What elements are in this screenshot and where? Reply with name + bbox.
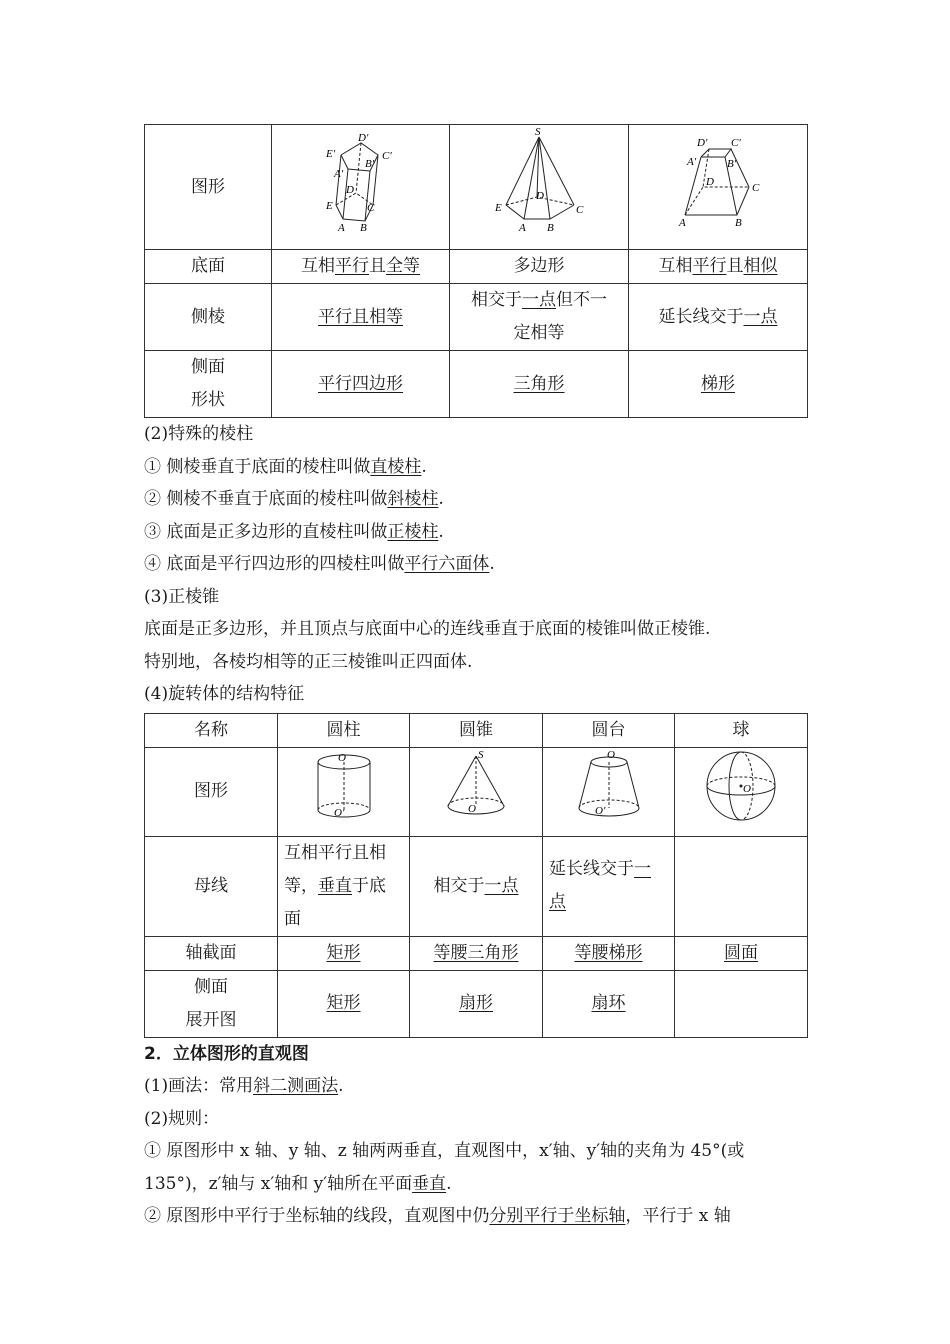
pyramid-edge: 相交于一点但不一 定相等	[450, 284, 629, 351]
truncated-cone-diagram	[571, 748, 647, 824]
pyramid-label: A	[519, 222, 526, 234]
frustum-base: 互相平行且相似	[629, 250, 808, 284]
sec3-line: 底面是正多边形，并且顶点与底面中心的连线垂直于底面的棱锥叫做正棱锥.	[144, 619, 711, 639]
page-content	[144, 124, 807, 1233]
cone-generatrix: 相交于一点	[410, 836, 543, 936]
sec2-item: ① 侧棱垂直于底面的棱柱叫做直棱柱.	[144, 456, 427, 477]
frustum-label: B′	[727, 158, 737, 170]
prism-label: A	[337, 222, 345, 234]
sphere-label: O	[743, 782, 751, 795]
sec5-rule1-line1: ① 原图形中 x 轴、y 轴、z 轴两两垂直，直观图中，x′轴、y′轴的夹角为 45°(或	[144, 1141, 745, 1161]
prism-label: D′	[357, 132, 368, 144]
pyramid-label: D	[536, 190, 544, 202]
sphere-diagram	[703, 748, 779, 824]
sec5-p2: (2)规则：	[144, 1108, 220, 1129]
prism-figure	[272, 125, 450, 250]
prism-label: B	[359, 222, 367, 234]
base-row	[145, 250, 808, 284]
prism-label: E	[325, 200, 333, 212]
sec3-line: 特别地，各棱均相等的正三棱锥叫正四面体.	[144, 651, 473, 672]
row-label-edge: 侧棱	[145, 284, 272, 351]
sec5-rule1-line2: 135°)，z′轴与 x′轴和 y′轴所在平面垂直.	[144, 1173, 452, 1194]
pyramid-figure	[450, 125, 629, 250]
cylinder-label: O	[337, 751, 346, 764]
frustum-label: D′	[697, 137, 708, 149]
cone-label: O	[468, 802, 476, 815]
pyramid-label: S	[535, 126, 541, 138]
frustum-figure	[543, 747, 675, 836]
frustum-face: 梯形	[629, 351, 808, 418]
sphere-axial: 圆面	[675, 936, 808, 970]
pyramid-base: 多边形	[450, 250, 629, 284]
sec2-title: (2)特殊的棱柱	[144, 424, 254, 444]
cylinder-generatrix: 互相平行且相 等，垂直于底 面	[278, 836, 410, 936]
header-cell: 名称	[145, 713, 278, 747]
frustum-diagram	[663, 127, 773, 235]
sec5-rule2: ② 原图形中平行于坐标轴的线段，直观图中仍分别平行于坐标轴，平行于 x 轴	[144, 1206, 731, 1226]
frustum-label: D	[706, 176, 714, 188]
prism-label: E′	[325, 148, 335, 160]
sec5-p1: (1)画法：常用斜二测画法.	[144, 1076, 344, 1096]
row-label-axial: 轴截面	[145, 936, 278, 970]
prism-edge: 平行且相等	[272, 284, 450, 351]
truncated-cone-label: O	[606, 748, 615, 761]
cone-label: S	[478, 748, 484, 761]
cone-axial: 等腰三角形	[410, 936, 543, 970]
frustum-lateral: 扇环	[543, 970, 675, 1037]
sec4-title: (4)旋转体的结构特征	[144, 684, 305, 704]
generatrix-row	[145, 836, 808, 936]
cone-figure	[410, 747, 543, 836]
header-cell: 圆台	[543, 713, 675, 747]
prism-diagram	[306, 127, 416, 235]
edge-row	[145, 284, 808, 351]
sphere-figure	[675, 747, 808, 836]
sec2-item: ④ 底面是平行四边形的四棱柱叫做平行六面体.	[144, 554, 495, 574]
frustum-axial: 等腰梯形	[543, 936, 675, 970]
row-label-figure: 图形	[145, 125, 272, 250]
lateral-row	[145, 970, 808, 1037]
frustum-generatrix: 延长线交于一 点	[543, 836, 675, 936]
header-row	[145, 713, 808, 747]
pyramid-face: 三角形	[450, 351, 629, 418]
pyramid-diagram	[484, 125, 594, 237]
sec2-item: ② 侧棱不垂直于底面的棱柱叫做斜棱柱.	[144, 489, 444, 509]
frustum-figure	[629, 125, 808, 250]
frustum-label: A	[679, 217, 686, 229]
cylinder-figure	[278, 747, 410, 836]
cylinder-diagram	[309, 748, 379, 824]
row-label-face: 侧面 形状	[145, 351, 272, 418]
cylinder-label: O′	[333, 806, 344, 819]
figure-row	[145, 125, 808, 250]
prism-base: 互相平行且全等	[272, 250, 450, 284]
pyramid-label: B	[547, 222, 554, 234]
prism-label: B′	[364, 158, 374, 170]
cylinder-axial: 矩形	[278, 936, 410, 970]
pyramid-label: C	[576, 204, 584, 216]
figure-row	[145, 747, 808, 836]
sec3-title: (3)正棱锥	[144, 586, 220, 607]
prism-label: A′	[333, 168, 343, 180]
cone-lateral: 扇形	[410, 970, 543, 1037]
cone-diagram	[438, 748, 514, 824]
frustum-label: B	[735, 217, 742, 229]
polyhedra-table	[144, 124, 808, 418]
frustum-label: A′	[687, 156, 697, 168]
sphere-generatrix	[675, 836, 808, 936]
prism-label: D	[345, 184, 354, 196]
pyramid-label: E	[495, 202, 502, 214]
row-label-lateral: 侧面 展开图	[145, 970, 278, 1037]
sphere-lateral	[675, 970, 808, 1037]
row-label-figure: 图形	[145, 747, 278, 836]
sec2-item: ③ 底面是正多边形的直棱柱叫做正棱柱.	[144, 521, 444, 542]
cylinder-lateral: 矩形	[278, 970, 410, 1037]
frustum-label: C′	[731, 137, 741, 149]
header-cell: 球	[675, 713, 808, 747]
row-label-generatrix: 母线	[145, 836, 278, 936]
prism-label: C′	[381, 150, 392, 162]
row-label-base: 底面	[145, 250, 272, 284]
axial-row	[145, 936, 808, 970]
truncated-cone-label: O′	[594, 804, 605, 817]
sec5-title: 2．立体图形的直观图	[144, 1043, 309, 1064]
face-row	[145, 351, 808, 418]
header-cell: 圆柱	[278, 713, 410, 747]
solids-of-revolution-table	[144, 713, 808, 1038]
prism-face: 平行四边形	[272, 351, 450, 418]
header-cell: 圆锥	[410, 713, 543, 747]
prism-label: C	[366, 202, 374, 214]
frustum-edge: 延长线交于一点	[629, 284, 808, 351]
frustum-label: C	[752, 182, 760, 194]
